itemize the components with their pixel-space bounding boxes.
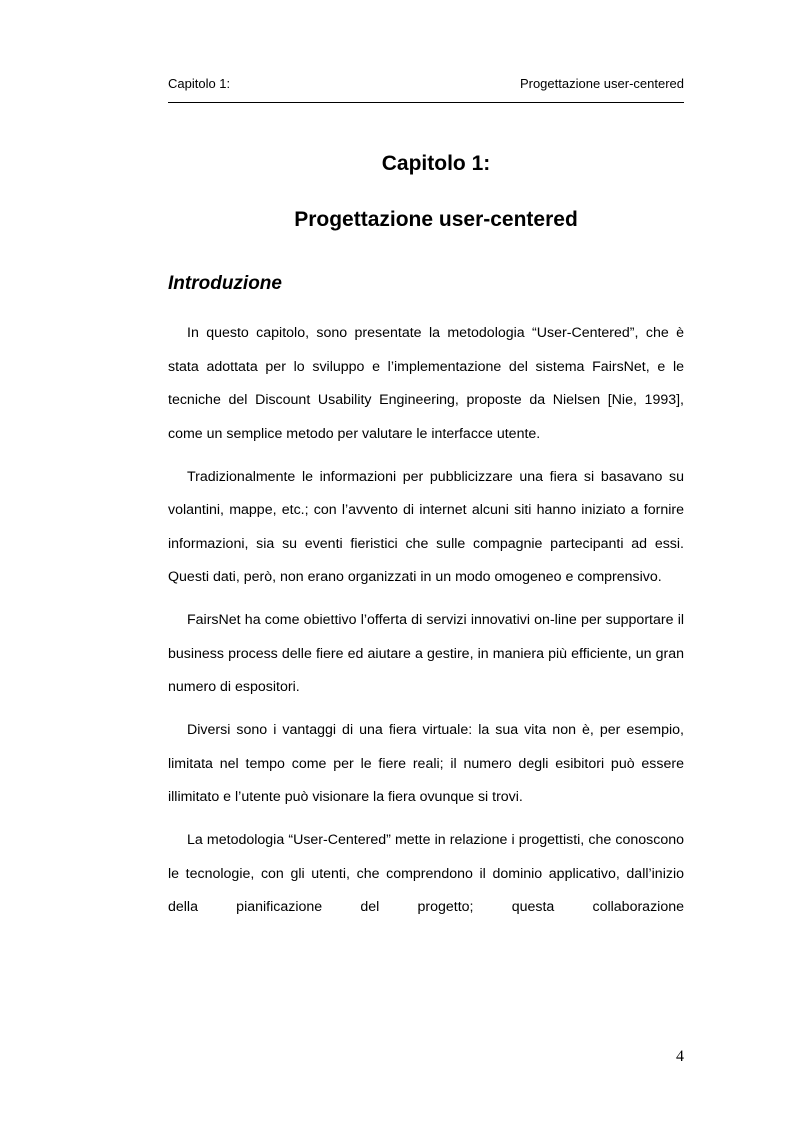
chapter-title: Progettazione user-centered	[294, 208, 578, 231]
paragraph: FairsNet ha come obiettivo l’offerta di servizi innovativi on-line per supportare il business process delle fiere ed aiutare a gestire, in maniera più efficiente, un gran numero di espositori.	[168, 612, 684, 695]
header-divider	[168, 102, 684, 103]
paragraph: La metodologia “User-Centered” mette in relazione i progettisti, che conoscono le tecnologie, con gli utenti, che comprendono il dominio applicativo, dall’inizio della pianificazione del progetto; questa collaborazione	[168, 832, 684, 915]
running-header	[168, 75, 684, 93]
chapter-number: Capitolo 1:	[381, 152, 491, 175]
running-header-chapter: Capitolo 1:	[168, 76, 231, 91]
paragraph: Tradizionalmente le informazioni per pubblicizzare una fiera si basavano su volantini, mappe, etc.; con l’avvento di internet alcuni siti hanno iniziato a fornire informazioni, sia su eventi fieristici che sulle compagnie partecipanti ad essi. Questi dati, però, non erano organizzati in un modo omogeneo e comprensivo.	[168, 468, 684, 585]
paragraph: Diversi sono i vantaggi di una fiera virtuale: la sua vita non è, per esempio, limitata nel tempo come per le fiere reali; il numero degli esibitori può essere illimitato e l’utente può visionare la fiera ovunque si trovi.	[168, 722, 684, 805]
running-header-title: Progettazione user-centered	[519, 76, 684, 91]
section-heading: Introduzione	[168, 273, 282, 294]
paragraph: In questo capitolo, sono presentate la metodologia “User-Centered”, che è stata adottata per lo sviluppo e l’implementazione del sistema FairsNet, e le tecniche del Discount Usability Engineering, proposte da Nielsen [Nie, 1993], come un semplice metodo per valutare le interfacce utente.	[168, 325, 684, 442]
body-text	[168, 317, 684, 915]
page-number: 4	[676, 1048, 684, 1065]
